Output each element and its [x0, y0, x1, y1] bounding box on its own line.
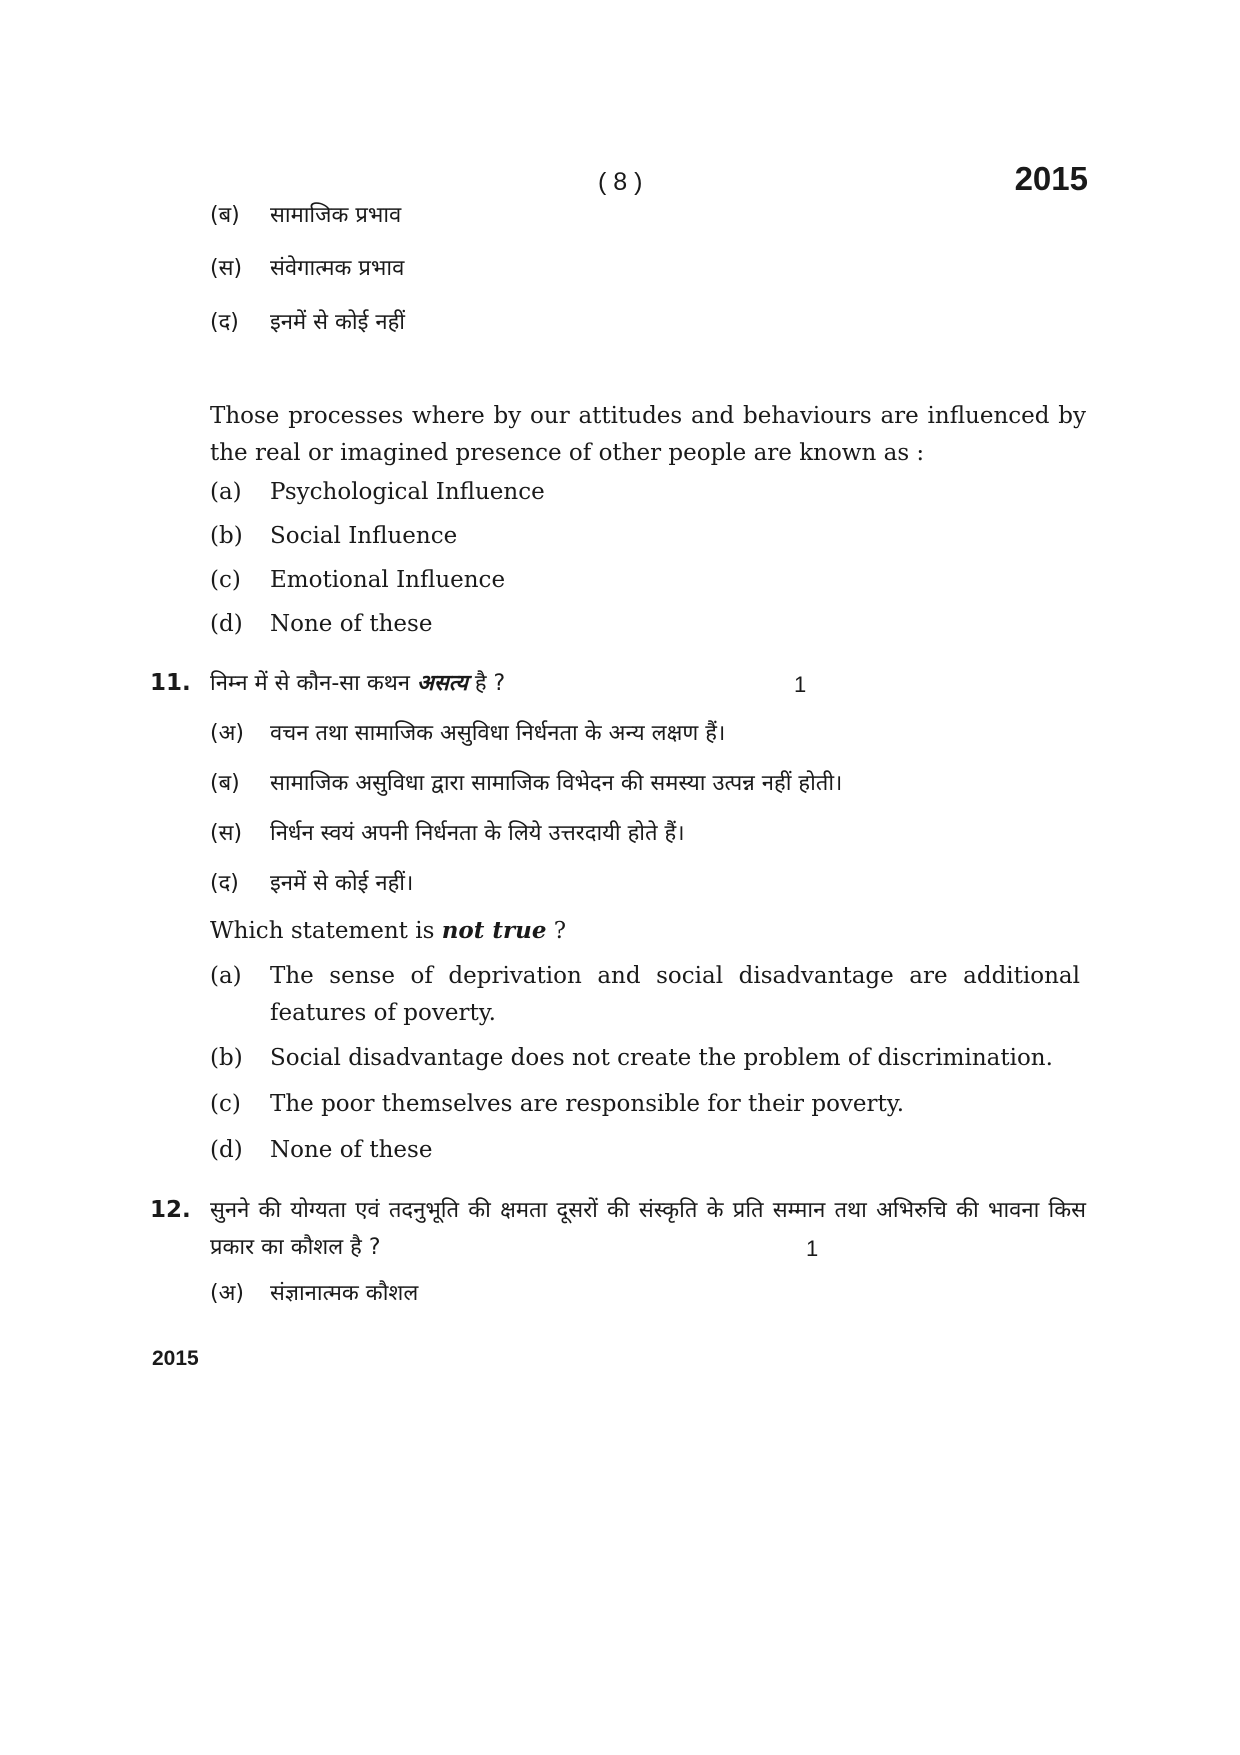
q11-en-option-b: (b) Social disadvantage does not create the problem of discrimination.	[210, 1045, 1053, 1071]
q11-hi-option-s: (स) निर्धन स्वयं अपनी निर्धनता के लिये उत्तरदायी होते हैं।	[210, 821, 685, 846]
q10-hi-option-d: (द) इनमें से कोई नहीं	[210, 310, 406, 335]
q11-hi-option-a: (अ) वचन तथा सामाजिक असुविधा निर्धनता के अन्य लक्षण हैं।	[210, 721, 726, 746]
year-header: 2015	[1014, 160, 1088, 197]
q10-en-option-a: (a) Psychological Influence	[210, 479, 545, 505]
q12-marks: 1	[806, 1236, 819, 1261]
q12-number: 12.	[150, 1197, 191, 1223]
q10-en-option-b: (b) Social Influence	[210, 523, 458, 549]
q10-hi-option-b: (ब) सामाजिक प्रभाव	[210, 203, 402, 228]
q11-hi-emphasis: असत्य	[417, 671, 468, 696]
q11-hi-option-b: (ब) सामाजिक असुविधा द्वारा सामाजिक विभेदन की समस्या उत्पन्न नहीं होती।	[210, 771, 843, 796]
q10-en-question: Those processes where by our attitudes and behaviours are influenced by the real or imagined presence of other people are known as :	[210, 403, 1086, 466]
q11-hi-option-d: (द) इनमें से कोई नहीं।	[210, 871, 414, 896]
q11-en-option-a: (a) The sense of deprivation and social disadvantage are additional features of poverty.	[210, 963, 1080, 1026]
q10-en-option-c: (c) Emotional Influence	[210, 567, 506, 593]
q11-hi-question: निम्न में से कौन-सा कथन असत्य है ?	[210, 671, 506, 696]
q10-en-option-d: (d) None of these	[210, 611, 433, 637]
q12-hi-question: सुनने की योग्यता एवं तदनुभूति की क्षमता दूसरों की संस्कृति के प्रति सम्मान तथा अभिरुचि की भावना किस प्रकार का कौशल है ?	[210, 1198, 1086, 1260]
q11-en-option-d: (d) None of these	[210, 1137, 433, 1163]
q11-en-option-c: (c) The poor themselves are responsible for their poverty.	[210, 1091, 905, 1117]
q11-en-emphasis: not true	[441, 917, 547, 944]
q11-marks: 1	[794, 672, 807, 697]
q11-number: 11.	[150, 670, 191, 696]
q11-en-question: Which statement is not true ?	[210, 917, 567, 944]
q12-hi-option-a: (अ) संज्ञानात्मक कौशल	[210, 1281, 419, 1306]
q10-hi-option-s: (स) संवेगात्मक प्रभाव	[210, 256, 405, 281]
page-number: ( 8 )	[598, 168, 643, 196]
year-footer: 2015	[152, 1347, 199, 1370]
